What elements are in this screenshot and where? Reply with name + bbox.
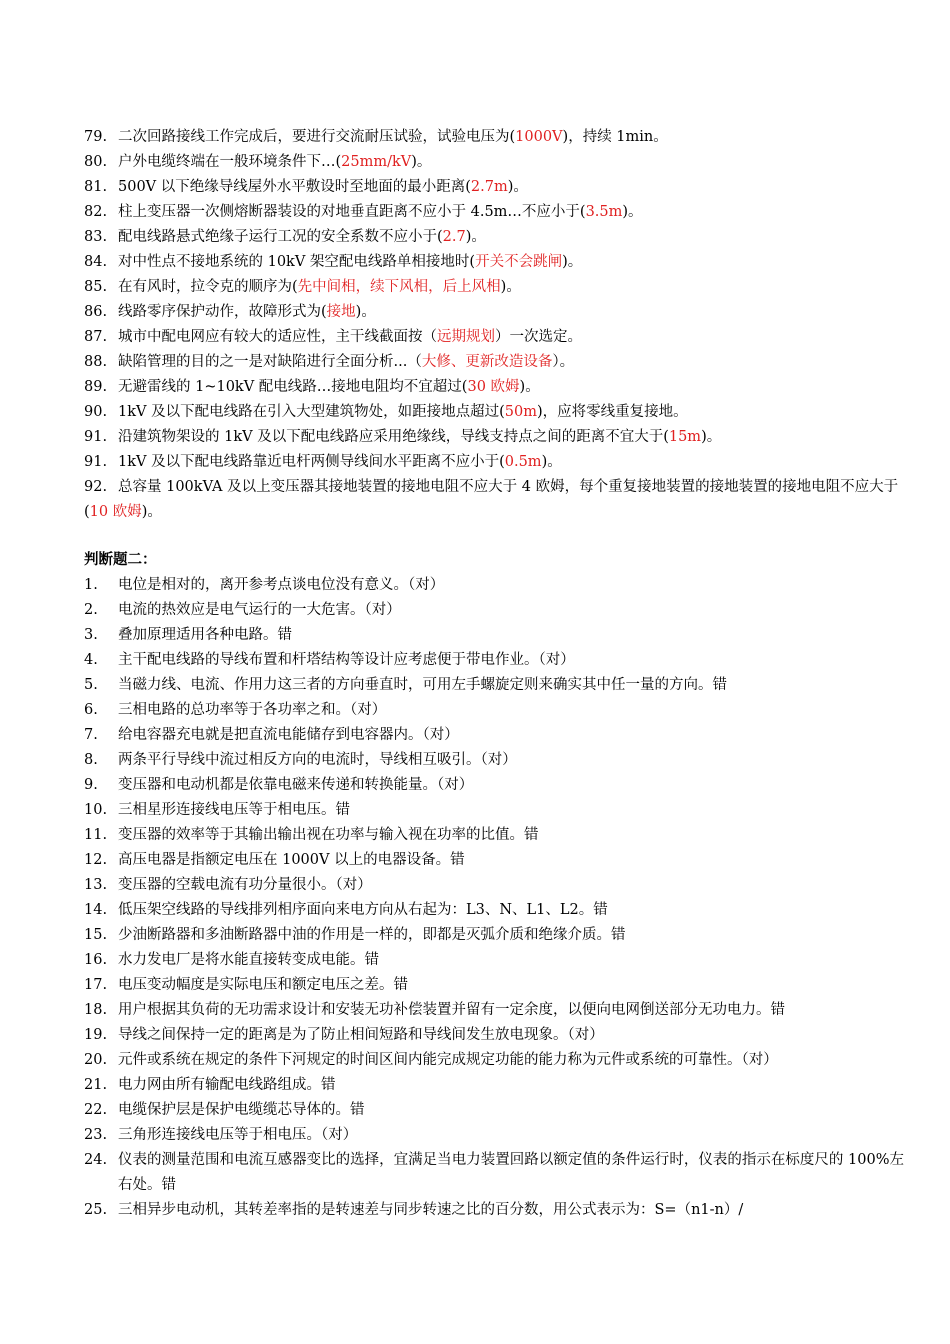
item-text: 仪表的测量范围和电流互感器变比的选择，宜满足当电力装置回路以额定值的条件运行时，仪表的指示在标度尺的 100%左右处。错 — [118, 1152, 904, 1193]
question-text-end: )，应将零线重复接地。 — [536, 404, 688, 420]
item-text: 三相电路的总功率等于各功率之和。（对） — [118, 702, 387, 718]
item-text: 水力发电厂是将水能直接转变成电能。错 — [118, 952, 379, 968]
item-text: 变压器的效率等于其输出输出视在功率与输入视在功率的比值。错 — [118, 827, 539, 843]
question-text-end: )，持续 1min。 — [562, 129, 668, 145]
answer-text: 50m — [504, 404, 537, 420]
item-text: 电流的热效应是电气运行的一大危害。（对） — [118, 602, 401, 618]
question-number: 85. — [84, 279, 108, 295]
answer-text: 15m — [668, 429, 702, 445]
tf-item-25 — [0, 1198, 950, 1223]
tf-item-13 — [0, 873, 950, 898]
tf-item-17 — [0, 973, 950, 998]
item-text: 主干配电线路的导线布置和杆塔结构等设计应考虑便于带电作业。（对） — [118, 652, 575, 668]
fill-in-section — [0, 125, 950, 525]
answer-text: 10 欧姆 — [89, 504, 142, 520]
section-heading: 判断题二： — [84, 552, 157, 568]
item-text: 电位是相对的，离开参考点谈电位没有意义。（对） — [118, 577, 445, 593]
question-text-end: )。 — [622, 204, 643, 220]
tf-item-24 — [0, 1148, 950, 1198]
item-number: 5. — [84, 677, 98, 693]
question-91b — [0, 450, 950, 475]
item-text: 叠加原理适用各种电路。错 — [118, 627, 292, 643]
question-text-end: ）。 — [552, 354, 575, 370]
answer-text: 3.5m — [585, 204, 623, 220]
item-number: 22. — [84, 1102, 108, 1118]
item-text: 变压器的空载电流有功分量很小。（对） — [118, 877, 372, 893]
item-text: 高压电器是指额定电压在 1000V 以上的电器设备。错 — [118, 852, 465, 868]
tf-item-19 — [0, 1023, 950, 1048]
question-number: 82. — [84, 204, 108, 220]
question-number: 91. — [84, 429, 108, 445]
question-number: 88. — [84, 354, 108, 370]
true-false-section — [0, 573, 950, 1223]
answer-text: 接地 — [326, 304, 356, 320]
item-text: 三相异步电动机，其转差率指的是转速差与同步转速之比的百分数，用公式表示为：S=（n1-n）/ — [118, 1202, 744, 1218]
question-text-end: )。 — [562, 254, 583, 270]
question-text: 1kV 及以下配电线路靠近电杆两侧导线间水平距离不应小于( — [118, 454, 505, 470]
tf-item-9 — [0, 773, 950, 798]
question-82 — [0, 200, 950, 225]
tf-item-16 — [0, 948, 950, 973]
item-number: 12. — [84, 852, 108, 868]
question-text-end: ）一次选定。 — [495, 329, 582, 345]
answer-text: 2.7 — [442, 229, 466, 245]
item-number: 15. — [84, 927, 108, 943]
question-text-end: )。 — [541, 454, 562, 470]
answer-text: 开关不会跳闸 — [475, 254, 563, 270]
item-text: 电力网由所有输配电线路组成。错 — [118, 1077, 336, 1093]
question-number: 79. — [84, 129, 108, 145]
item-number: 21. — [84, 1077, 108, 1093]
question-86 — [0, 300, 950, 325]
item-number: 16. — [84, 952, 108, 968]
question-number: 84. — [84, 254, 108, 270]
question-text-end: )。 — [141, 504, 162, 520]
question-91a — [0, 425, 950, 450]
item-text: 元件或系统在规定的条件下河规定的时间区间内能完成规定功能的能力称为元件或系统的可靠性。（对） — [118, 1052, 778, 1068]
item-number: 20. — [84, 1052, 108, 1068]
answer-text: 1000V — [515, 129, 563, 145]
question-text: 1kV 及以下配电线路在引入大型建筑物处，如距接地点超过( — [118, 404, 505, 420]
item-number: 11. — [84, 827, 108, 843]
item-number: 25. — [84, 1202, 108, 1218]
item-number: 23. — [84, 1127, 108, 1143]
question-number: 80. — [84, 154, 108, 170]
question-text: 二次回路接线工作完成后，要进行交流耐压试验，试验电压为( — [118, 129, 516, 145]
question-text-end: )。 — [500, 279, 521, 295]
question-number: 92. — [84, 479, 108, 495]
item-number: 13. — [84, 877, 108, 893]
tf-item-18 — [0, 998, 950, 1023]
question-text: 对中性点不接地系统的 10kV 架空配电线路单相接地时( — [118, 254, 476, 270]
answer-text: 大修、更新改造设备 — [421, 354, 553, 370]
question-81 — [0, 175, 950, 200]
answer-text: 2.7m — [470, 179, 508, 195]
tf-item-6 — [0, 698, 950, 723]
item-text: 两条平行导线中流过相反方向的电流时，导线相互吸引。（对） — [118, 752, 517, 768]
question-88 — [0, 350, 950, 375]
item-number: 24. — [84, 1152, 108, 1168]
question-89 — [0, 375, 950, 400]
tf-item-8 — [0, 748, 950, 773]
item-text: 当磁力线、电流、作用力这三者的方向垂直时，可用左手螺旋定则来确实其中任一量的方向。错 — [118, 677, 727, 693]
question-80 — [0, 150, 950, 175]
question-text: 在有风时，拉令克的顺序为( — [118, 279, 298, 295]
item-text: 电压变动幅度是实际电压和额定电压之差。错 — [118, 977, 408, 993]
question-number: 91. — [84, 454, 108, 470]
question-text-end: )。 — [355, 304, 376, 320]
question-83 — [0, 225, 950, 250]
question-87 — [0, 325, 950, 350]
item-number: 14. — [84, 902, 108, 918]
question-text-end: )。 — [507, 179, 528, 195]
question-text: 城市中配电网应有较大的适应性，主干线截面按（ — [118, 329, 437, 345]
item-number: 10. — [84, 802, 108, 818]
item-text: 用户根据其负荷的无功需求设计和安装无功补偿装置并留有一定余度，以便向电网倒送部分无功电力。错 — [118, 1002, 785, 1018]
answer-text: 远期规划 — [437, 329, 495, 345]
item-text: 电缆保护层是保护电缆缆芯导体的。错 — [118, 1102, 365, 1118]
item-text: 低压架空线路的导线排列相序面向来电方向从右起为：L3、N、L1、L2。错 — [118, 902, 608, 918]
tf-item-5 — [0, 673, 950, 698]
item-number: 6. — [84, 702, 98, 718]
item-number: 2. — [84, 602, 98, 618]
item-number: 18. — [84, 1002, 108, 1018]
question-number: 86. — [84, 304, 108, 320]
question-text-end: )。 — [465, 229, 486, 245]
item-number: 8. — [84, 752, 98, 768]
question-85 — [0, 275, 950, 300]
question-79 — [0, 125, 950, 150]
tf-item-11 — [0, 823, 950, 848]
question-text-end: )。 — [701, 429, 722, 445]
item-text: 三相星形连接线电压等于相电压。错 — [118, 802, 350, 818]
question-text: 户外电缆终端在一般环境条件下…( — [118, 154, 342, 170]
item-text: 变压器和电动机都是依靠电磁来传递和转换能量。（对） — [118, 777, 474, 793]
tf-item-21 — [0, 1073, 950, 1098]
question-number: 90. — [84, 404, 108, 420]
question-text: 无避雷线的 1~10kV 配电线路…接地电阻均不宜超过( — [118, 379, 468, 395]
item-number: 4. — [84, 652, 98, 668]
tf-item-1 — [0, 573, 950, 598]
tf-item-14 — [0, 898, 950, 923]
question-text: 柱上变压器一次侧熔断器装设的对地垂直距离不应小于 4.5m…不应小于( — [118, 204, 586, 220]
tf-item-4 — [0, 648, 950, 673]
answer-text: 先中间相，续下风相，后上风相 — [297, 279, 501, 295]
question-text: 500V 以下绝缘导线屋外水平敷设时至地面的最小距离( — [118, 179, 471, 195]
item-number: 1. — [84, 577, 98, 593]
item-text: 给电容器充电就是把直流电能储存到电容器内。（对） — [118, 727, 459, 743]
question-text: 配电线路悬式绝缘子运行工况的安全系数不应小于( — [118, 229, 443, 245]
question-text: 总容量 100kVA 及以上变压器其接地装置的接地电阻不应大于 4 欧姆，每个重复接地装置的接地装置的接地电阻不应大于( — [84, 479, 899, 520]
tf-item-3 — [0, 623, 950, 648]
tf-item-12 — [0, 848, 950, 873]
question-number: 87. — [84, 329, 108, 345]
question-text: 缺陷管理的目的之一是对缺陷进行全面分析...（ — [118, 354, 422, 370]
question-90 — [0, 400, 950, 425]
question-92 — [0, 475, 950, 525]
question-number: 81. — [84, 179, 108, 195]
question-text-end: )。 — [411, 154, 432, 170]
answer-text: 0.5m — [504, 454, 542, 470]
question-text: 线路零序保护动作，故障形式为( — [118, 304, 327, 320]
item-number: 3. — [84, 627, 98, 643]
item-number: 7. — [84, 727, 98, 743]
item-text: 导线之间保持一定的距离是为了防止相间短路和导线间发生放电现象。（对） — [118, 1027, 604, 1043]
question-84 — [0, 250, 950, 275]
item-text: 三角形连接线电压等于相电压。（对） — [118, 1127, 358, 1143]
item-text: 少油断路器和多油断路器中油的作用是一样的，即都是灭弧介质和绝缘介质。错 — [118, 927, 626, 943]
question-number: 89. — [84, 379, 108, 395]
question-text-end: )。 — [519, 379, 540, 395]
tf-item-20 — [0, 1048, 950, 1073]
tf-item-10 — [0, 798, 950, 823]
question-number: 83. — [84, 229, 108, 245]
question-text: 沿建筑物架设的 1kV 及以下配电线路应采用绝缘线，导线支持点之间的距离不宜大于( — [118, 429, 669, 445]
tf-item-23 — [0, 1123, 950, 1148]
tf-item-2 — [0, 598, 950, 623]
tf-item-15 — [0, 923, 950, 948]
answer-text: 25mm/kV — [341, 154, 412, 170]
item-number: 19. — [84, 1027, 108, 1043]
tf-item-7 — [0, 723, 950, 748]
item-number: 9. — [84, 777, 98, 793]
tf-item-22 — [0, 1098, 950, 1123]
item-number: 17. — [84, 977, 108, 993]
answer-text: 30 欧姆 — [467, 379, 520, 395]
